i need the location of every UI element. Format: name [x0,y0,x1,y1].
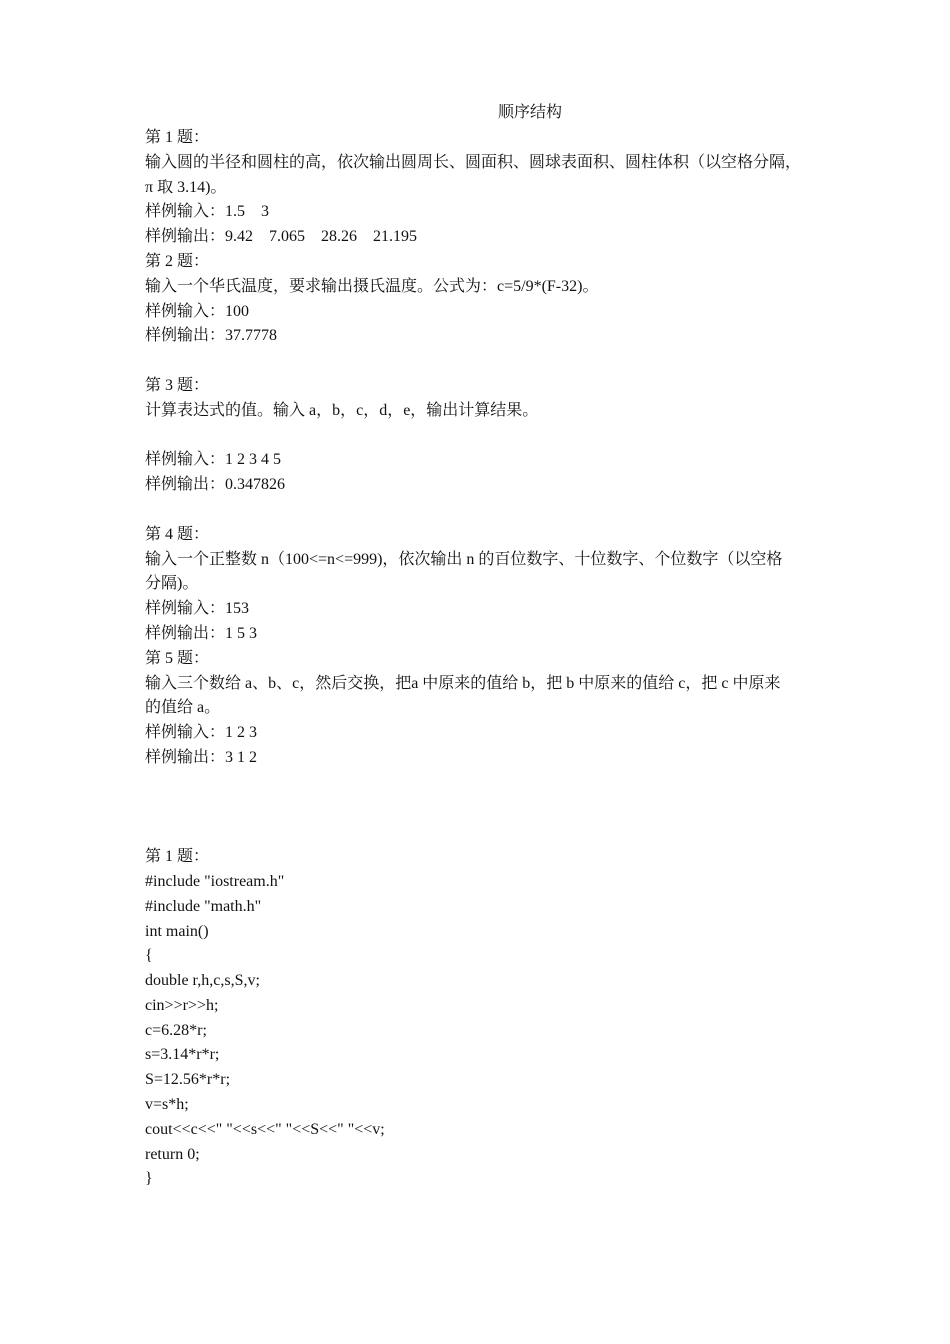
code-line: int main() [145,922,209,940]
code-line: s=3.14*r*r; [145,1046,220,1064]
document-body [145,126,825,1192]
code-line: v=s*h; [145,1096,189,1114]
sample-output: 样例输出：1 5 3 [145,624,258,642]
problem-description: 计算表达式的值。输入 a，b，c，d，e，输出计算结果。 [145,401,539,419]
problem-heading: 第 4 题： [145,525,210,543]
problem-heading: 第 3 题： [145,376,210,394]
problem-4 [145,523,825,647]
problem-3 [145,374,825,498]
sample-output: 样例输出：3 1 2 [145,748,258,766]
code-line: { [145,947,153,965]
blank-line [145,424,825,449]
blank-line [145,349,825,374]
problem-heading: 第 2 题： [145,252,210,270]
sample-output: 样例输出：9.42 7.065 28.26 21.195 [145,228,418,246]
problem-description: 输入一个华氏温度，要求输出摄氏温度。公式为：c=5/9*(F-32)。 [145,277,599,295]
problem-description: 输入一个正整数 n（100<=n<=999)，依次输出 n 的百位数字、十位数字、个位数字（以空格 [145,550,783,568]
problem-heading: 第 1 题： [145,129,210,146]
code-line: } [145,1170,153,1188]
problem-description: 输入圆的半径和圆柱的高，依次输出圆周长、圆面积、圆球表面积、圆柱体积（以空格分隔， [145,153,802,171]
blank-line [145,498,825,523]
code-line: double r,h,c,s,S,v; [145,972,260,990]
code-line: #include "math.h" [145,897,262,915]
sample-input: 样例输入：153 [145,600,250,618]
sample-input: 样例输入：1.5 3 [145,203,270,221]
section-gap [145,771,825,845]
solution-heading: 第 1 题： [145,848,210,866]
problem-description-cont: 的值给 a。 [145,699,221,717]
sample-output: 样例输出：0.347826 [145,476,286,494]
code-line: S=12.56*r*r; [145,1071,231,1089]
document-title: 顺序结构 [497,104,562,121]
problem-5 [145,647,825,771]
code-line: cout<<c<<" "<<s<<" "<<S<<" "<<v; [145,1120,385,1138]
problem-description: 输入三个数给 a、b、c，然后交换，把a 中原来的值给 b，把 b 中原来的值给 c，把 c 中原来 [145,674,781,692]
solution-1 [145,845,825,1192]
code-line: #include "iostream.h" [145,872,285,890]
problem-description-cont: 分隔)。 [145,575,199,593]
code-line: cin>>r>>h; [145,996,219,1014]
problem-description-cont: π 取 3.14)。 [145,178,227,196]
code-line: return 0; [145,1145,200,1163]
sample-output: 样例输出：37.7778 [145,327,278,345]
problem-1 [145,126,825,250]
sample-input: 样例输入：1 2 3 4 5 [145,451,282,469]
code-line: c=6.28*r; [145,1021,207,1039]
problem-heading: 第 5 题： [145,649,210,667]
sample-input: 样例输入：1 2 3 [145,724,258,742]
problem-2 [145,250,825,349]
sample-input: 样例输入：100 [145,302,250,320]
